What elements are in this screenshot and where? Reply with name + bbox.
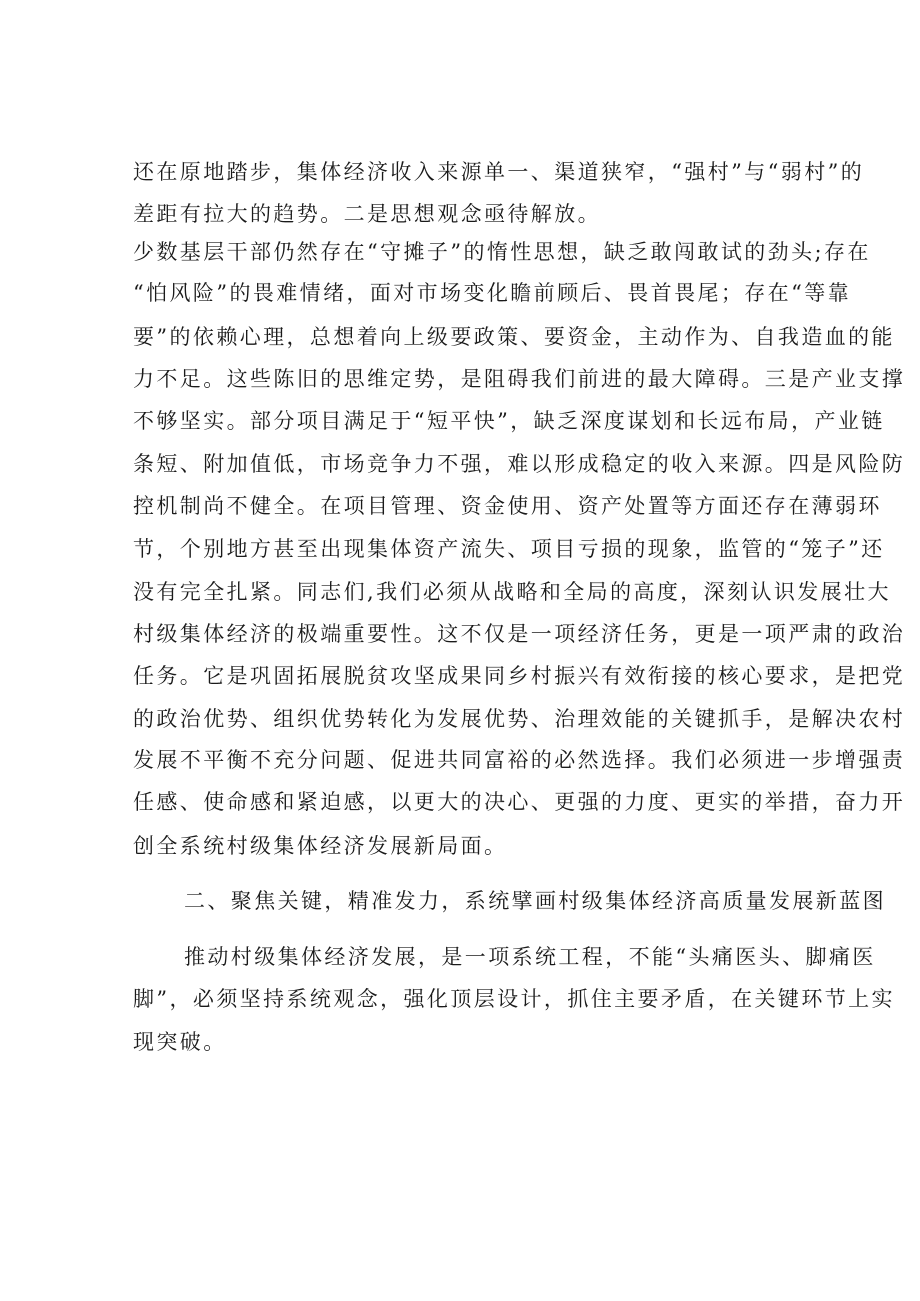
text-line: 要”的依赖心理，总想着向上级要政策、要资金，主动作为、自我造血的能 bbox=[133, 325, 895, 349]
text-line: “怕风险”的畏难情绪，面对市场变化瞻前顾后、畏首畏尾；存在“等靠 bbox=[133, 281, 852, 305]
text-line: 创全系统村级集体经济发展新局面。 bbox=[133, 834, 508, 858]
text-line: 脚”，必须坚持系统观念，强化顶层设计，抓住主要矛盾，在关键环节上实 bbox=[133, 987, 895, 1011]
text-line: 还在原地踏步，集体经济收入来源单一、渠道狭窄，“强村”与“弱村”的 bbox=[133, 160, 865, 184]
text-line: 条短、附加值低，市场竞争力不强，难以形成稳定的收入来源。四是风险防 bbox=[133, 452, 906, 476]
text-line: 少数基层干部仍然存在“守摊子”的惰性思想，缺乏敢闯敢试的劲头;存在 bbox=[133, 240, 871, 264]
text-line: 现突破。 bbox=[133, 1030, 227, 1054]
text-line: 任务。它是巩固拓展脱贫攻坚成果同乡村振兴有效衔接的核心要求，是把党 bbox=[133, 664, 906, 688]
section-heading: 二、聚焦关键，精准发力，系统擘画村级集体经济高质量发展新蓝图 bbox=[184, 889, 886, 913]
text-line: 节，个别地方甚至出现集体资产流失、项目亏损的现象，监管的“笼子”还 bbox=[133, 537, 885, 561]
text-line: 差距有拉大的趋势。二是思想观念亟待解放。 bbox=[133, 202, 601, 226]
text-line: 不够坚实。部分项目满足于“短平快”，缺乏深度谋划和长远布局，产业链 bbox=[133, 409, 885, 433]
text-line: 没有完全扎紧。同志们,我们必须从战略和全局的高度，深刻认识发展壮大 bbox=[133, 580, 891, 604]
text-line: 控机制尚不健全。在项目管理、资金使用、资产处置等方面还存在薄弱环 bbox=[133, 494, 882, 518]
text-line: 推动村级集体经济发展，是一项系统工程，不能“头痛医头、脚痛医 bbox=[184, 945, 876, 969]
text-line: 的政治优势、组织优势转化为发展优势、治理效能的关键抓手，是解决农村 bbox=[133, 707, 906, 731]
text-line: 发展不平衡不充分问题、促进共同富裕的必然选择。我们必须进一步增强责 bbox=[133, 748, 906, 772]
text-line: 力不足。这些陈旧的思维定势，是阻碍我们前进的最大障碍。三是产业支撑 bbox=[133, 367, 906, 391]
text-line: 任感、使命感和紧迫感，以更大的决心、更强的力度、更实的举措，奋力开 bbox=[133, 790, 906, 814]
text-line: 村级集体经济的极端重要性。这不仅是一项经济任务，更是一项严肃的政治 bbox=[133, 622, 906, 646]
